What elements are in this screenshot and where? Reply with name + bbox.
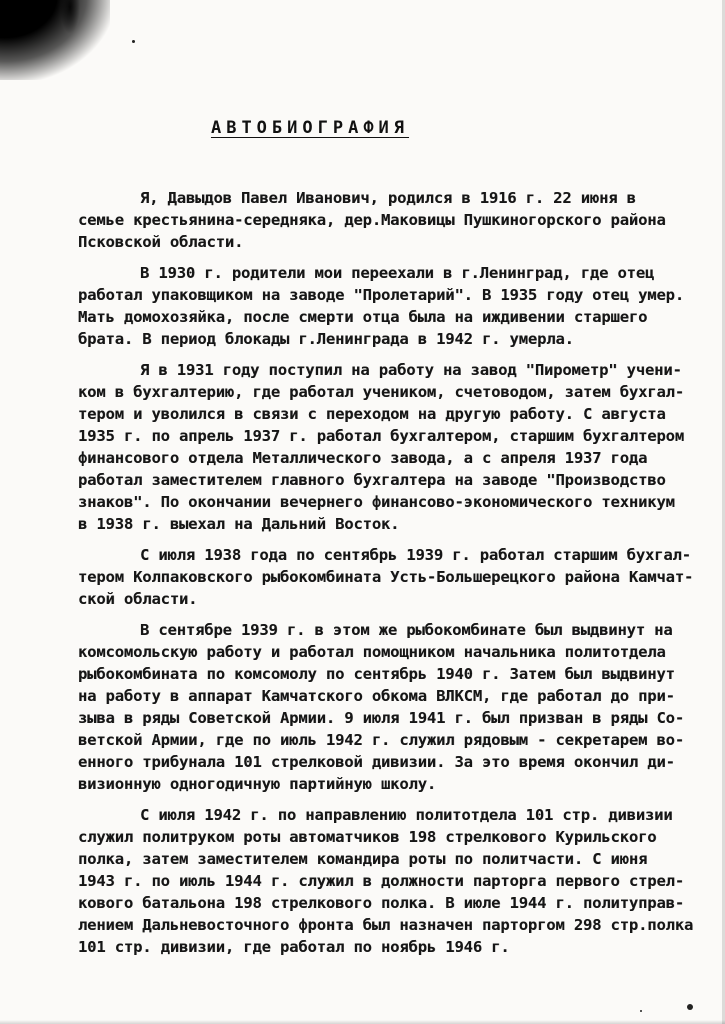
text-line: С июля 1942 г. по направлению политотдела 101 стр. дивизии xyxy=(140,806,673,824)
text-line: В 1930 г. родители мои переехали в г.Ленинград, где отец xyxy=(140,264,655,282)
text-line: в 1938 г. выехал на Дальний Восток. xyxy=(78,515,400,533)
text-line: Я в 1931 году поступил на работу на завод "Пирометр" учени- xyxy=(140,361,682,379)
text-line: комсомольскую работу и работал помощником начальника политотдела xyxy=(78,643,666,661)
text-line: рыбокомбината по комсомолу по сентябрь 1940 г. Затем был выдвинут xyxy=(78,665,675,683)
text-line: ветской Армии, где по июль 1942 г. служил рядовым - секретарем во- xyxy=(78,731,684,749)
document-title: АВТОБИОГРАФИЯ xyxy=(210,118,410,138)
text-line: семье крестьянина-середняка, дер.Маковицы Пушкиногорского района xyxy=(78,211,666,229)
scan-speck xyxy=(132,40,135,43)
text-line: знаков". По окончании вечернего финансово-экономического техникум xyxy=(78,493,675,511)
text-line: тером Колпаковского рыбокомбината Усть-Большерецкого района Камчат- xyxy=(78,568,694,586)
text-line: лением Дальневосточного фронта был назначен парторгом 298 стр.полка xyxy=(78,916,694,934)
text-line: финансового отдела Металлического завода, а с апреля 1937 года xyxy=(78,449,648,467)
text-line: Я, Давыдов Павел Иванович, родился в 1916 г. 22 июня в xyxy=(140,189,636,207)
text-line: Псковской области. xyxy=(78,233,244,251)
scan-corner-shadow-small xyxy=(60,0,80,34)
text-line: полка, затем заместителем командира роты по политчасти. С июня xyxy=(78,850,648,868)
scan-edge-bottom xyxy=(0,1020,725,1024)
scan-corner-shadow xyxy=(0,0,110,80)
scan-speck xyxy=(687,1004,693,1010)
text-line: на работу в аппарат Камчатского обкома ВЛКСМ, где работал до при- xyxy=(78,687,675,705)
text-line: ком в бухгалтерию, где работал учеником, счетоводом, затем бухгал- xyxy=(78,383,684,401)
text-line: работал упаковщиком на заводе "Пролетарий". В 1935 году отец умер. xyxy=(78,286,684,304)
text-line: 101 стр. дивизии, где работал по ноябрь 1946 г. xyxy=(78,938,510,956)
text-line: С июля 1938 года по сентябрь 1939 г. работал старшим бухгал- xyxy=(140,546,691,564)
text-line: визионную одногодичную партийную школу. xyxy=(78,775,437,793)
text-line: В сентябре 1939 г. в этом же рыбокомбинате был выдвинут на xyxy=(140,621,673,639)
text-line: ской области. xyxy=(78,590,198,608)
text-line: Мать домохозяйка, после смерти отца была на иждивении старшего xyxy=(78,308,648,326)
text-line: работал заместителем главного бухгалтера на заводе "Производство xyxy=(78,471,666,489)
text-line: 1943 г. по июль 1944 г. служил в должности парторга первого стрел- xyxy=(78,872,684,890)
text-line: тером и уволился в связи с переходом на другую работу. С августа xyxy=(78,405,666,423)
text-line: 1935 г. по апрель 1937 г. работал бухгалтером, старшим бухгалтером xyxy=(78,427,684,445)
scan-speck xyxy=(640,1010,642,1012)
text-line: зыва в ряды Советской Армии. 9 июля 1941 г. был призван в ряды Со- xyxy=(78,709,684,727)
text-line: брата. В период блокады г.Ленинграда в 1942 г. умерла. xyxy=(78,330,574,348)
text-line: кового батальона 198 стрелкового полка. В июле 1944 г. политуправ- xyxy=(78,894,684,912)
text-line: енного трибунала 101 стрелковой дивизии. За это время окончил ди- xyxy=(78,753,675,771)
text-line: служил политруком роты автоматчиков 198 стрелкового Курильского xyxy=(78,828,657,846)
